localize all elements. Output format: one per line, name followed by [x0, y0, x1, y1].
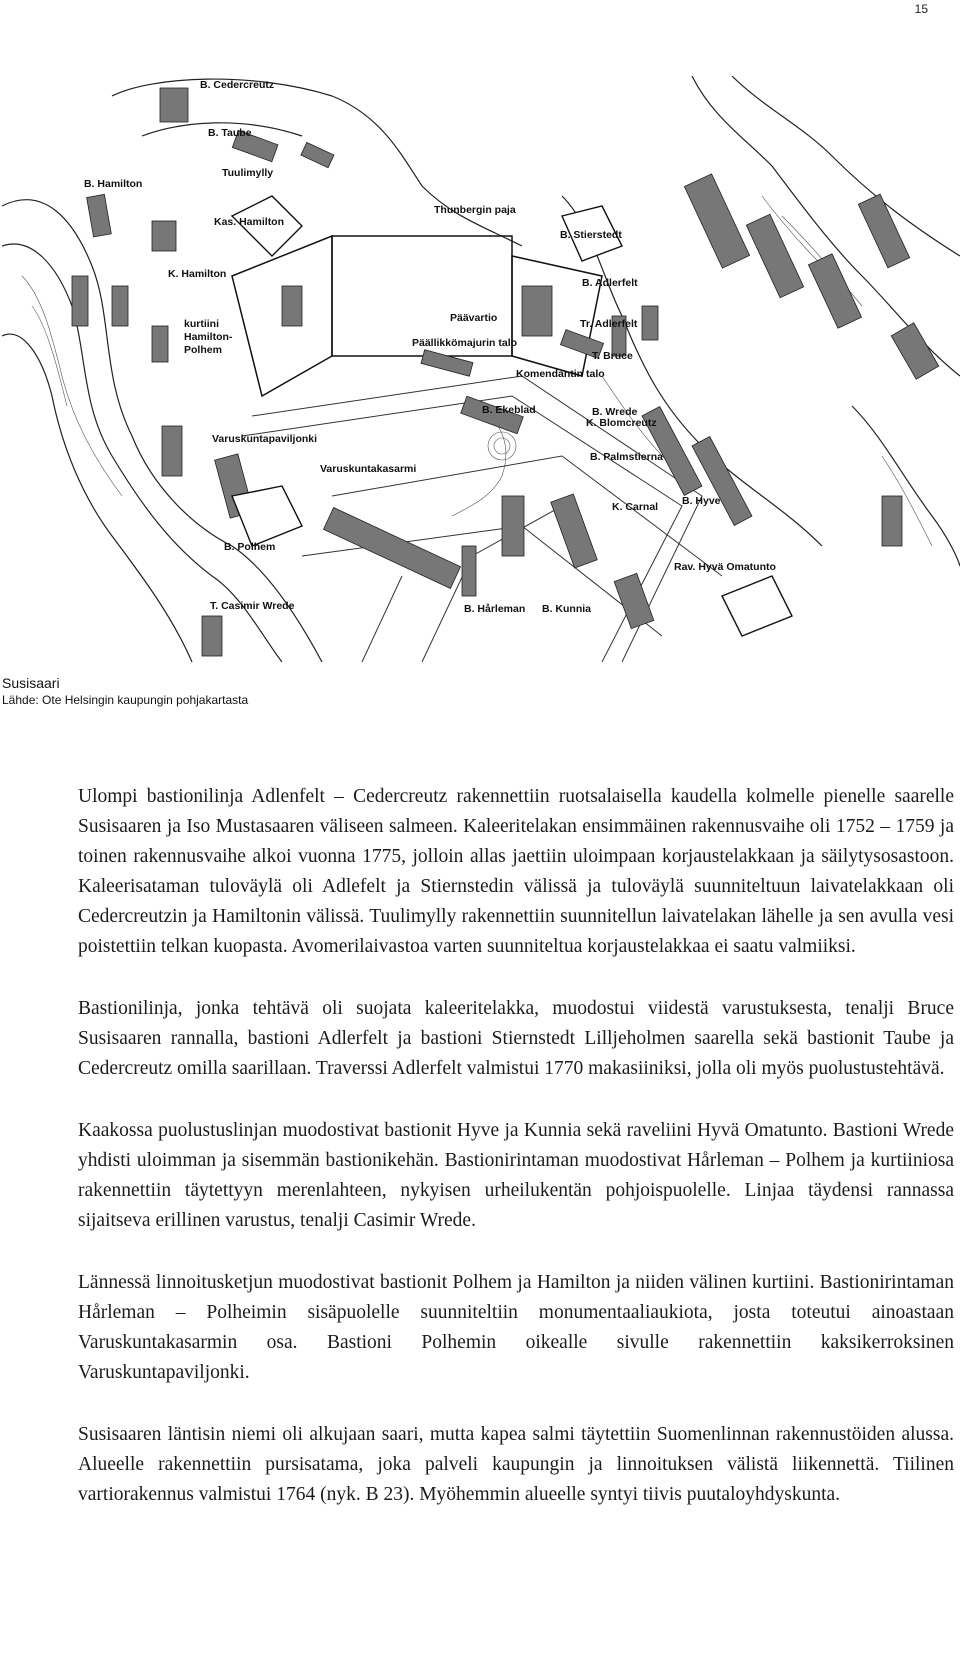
- paragraph: Susisaaren läntisin niemi oli alkujaan saari, mutta kapea salmi täytettiin Suomenlinnan rakennustöiden alussa. Alueelle rakennettiin pursisatama, joka palveli kaupungin ja linnoituksen välistä liikennettä. Tiilinen vartiorakennus valmistui 1764 (nyk. B 23). Myöhemmin alueelle syntyi tiivis puutaloyhdyskunta.: [78, 1424, 954, 1505]
- map-label: Thunbergin paja: [434, 204, 516, 216]
- map-label: B. Taube: [208, 127, 252, 139]
- paragraph: Bastionilinja, jonka tehtävä oli suojata kaleeritelakka, muodostui viidestä varustuksesta, tenalji Bruce Susisaaren rannalla, bastioni Adlerfelt ja bastioni Stiernstedt Lilljeholmen saarella sekä bastionit Taube ja Cedercreutz omilla saarillaan. Traverssi Adlerfelt valmistui 1770 makasiiniksi, jolla oli myös puolustustehtävä.: [78, 998, 954, 1079]
- paragraph: Kaakossa puolustuslinjan muodostivat bastionit Hyve ja Kunnia sekä raveliini Hyvä Omatunto. Bastioni Wrede yhdisti uloimman ja sisemmän bastionikehän. Bastionirintaman muodostivat Hårleman – Polhem ja kurtiiniosa rakennettiin täytettyyn merenlahteen, nykyisen urheilukentän pohjoispuolelle. Linjaa täydensi rannassa sijaitseva erillinen varustus, tenalji Casimir Wrede.: [78, 1120, 954, 1231]
- figure-caption: [2, 674, 248, 708]
- map-label: B. Hamilton: [84, 178, 143, 190]
- map-label: B. Ekeblad: [482, 404, 536, 416]
- map-label: Rav. Hyvä Omatunto: [674, 561, 776, 573]
- map-label: B. Wrede: [592, 406, 638, 418]
- map-figure: [2, 76, 960, 662]
- map-label: B. Stierstedt: [560, 229, 622, 241]
- caption-title: Susisaari: [2, 675, 60, 691]
- map-label: T. Bruce: [592, 350, 633, 362]
- paragraph: Lännessä linnoitusketjun muodostivat bastionit Polhem ja Hamilton ja niiden välinen kurtiini. Bastionirintaman Hårleman – Polheimin sisäpuolelle suunniteltiin monumentaaliaukiota, josta toteutui ainoastaan Varuskuntakasarmin osa. Bastioni Polhemin oikealle sivulle rakennettiin kaksikerroksinen Varuskuntapaviljonki.: [78, 1272, 954, 1383]
- caption-source: Lähde: Ote Helsingin kaupungin pohjakartasta: [2, 693, 249, 707]
- map-label: Varuskuntapaviljonki: [212, 433, 318, 445]
- map-label: B. Kunnia: [542, 603, 591, 615]
- map-label: B. Adlerfelt: [582, 277, 638, 289]
- map-label: K. Hamilton: [168, 268, 227, 280]
- map-label: Päällikkömajurin talo: [412, 337, 518, 349]
- map-label: B. Hyve: [682, 495, 721, 507]
- map-label: B. Cedercreutz: [200, 79, 275, 91]
- map-label: Varuskuntakasarmi: [320, 463, 417, 475]
- map-label: B. Hårleman: [464, 603, 526, 615]
- map-label: Päävartio: [450, 312, 498, 324]
- map-label: Tr. Adlerfelt: [580, 318, 638, 330]
- map-label: Hamilton-: [184, 331, 233, 343]
- map-label: Polhem: [184, 344, 222, 356]
- map-drawing: [2, 76, 960, 662]
- body-text: [78, 782, 954, 1542]
- map-label: Komendantin talo: [516, 368, 605, 380]
- map-label: T. Casimir Wrede: [210, 600, 295, 612]
- map-label: Tuulimylly: [222, 167, 274, 179]
- map-label: Kas. Hamilton: [214, 216, 285, 228]
- map-label: kurtiini: [184, 318, 220, 330]
- map-label: K. Carnal: [612, 501, 659, 513]
- map-label: K. Blomcreutz: [586, 417, 657, 429]
- map-label: B. Polhem: [224, 541, 276, 553]
- map-label: B. Palmstierna: [590, 451, 663, 463]
- paragraph: Ulompi bastionilinja Adlenfelt – Cedercreutz rakennettiin ruotsalaisella kaudella kolmelle pienelle saarelle Susisaaren ja Iso Mustasaaren väliseen salmeen. Kaleeritelakan ensimmäinen rakennusvaihe oli 1752 – 1759 ja toinen rakennusvaihe alkoi vuonna 1775, jolloin allas jaettiin uloimpaan korjaustelakkaan ja säilytysosastoon. Kaleerisataman tuloväylä oli Adlefelt ja Stiernstedin välissä ja tuloväylä suunniteltuun laivatelakkaan oli Cedercreutzin ja Hamiltonin välissä. Tuulimylly rakennettiin suunnitellun laivatelakan lähelle ja sen avulla vesi poistettiin telkan kuopasta. Avomerilaivastoa varten suunniteltua korjaustelakkaa ei saatu valmiiksi.: [78, 786, 954, 957]
- page-number: 15: [914, 2, 928, 16]
